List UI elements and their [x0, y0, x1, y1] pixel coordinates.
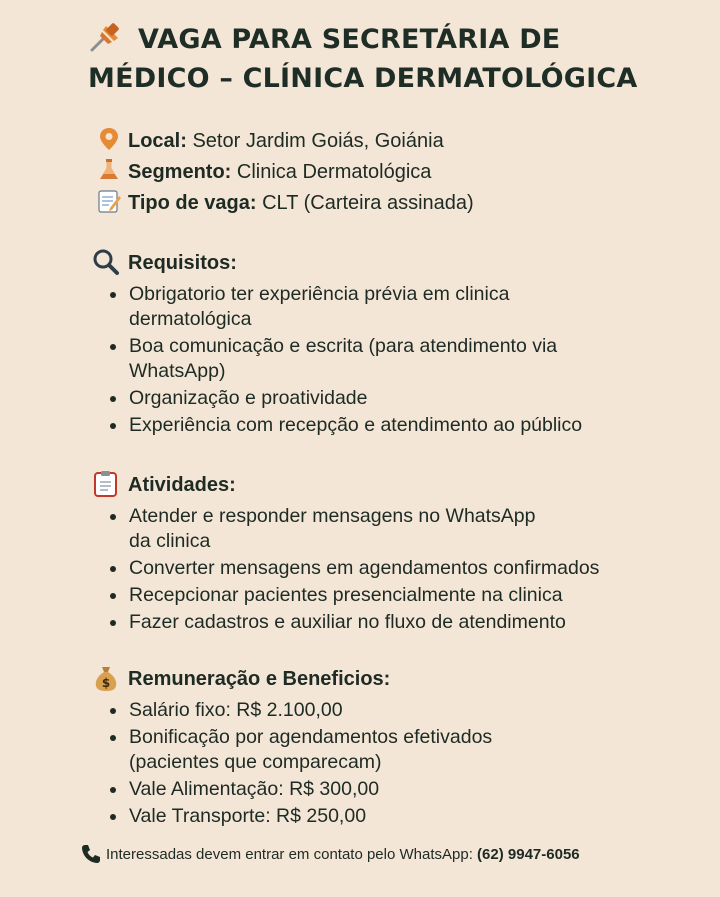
info-segmento: Segmento: Clinica Dermatológica	[96, 157, 431, 185]
pushpin-icon	[88, 22, 124, 52]
list-item: Atender e responder mensagens no WhatsApp da clinica	[108, 504, 559, 554]
list-item: Bonificação por agendamentos efetivados (pacientes que comparecam)	[108, 725, 539, 775]
info-local: Local: Setor Jardim Goiás, Goiánia	[96, 126, 444, 154]
flask-icon	[96, 157, 122, 183]
list-item: Experiência com recepção e atendimento ao público	[108, 413, 668, 438]
svg-text:$: $	[101, 676, 111, 690]
list-item: Obrigatorio ter experiência prévia em clinica dermatológica	[108, 282, 549, 332]
title-line-2: MÉDICO – CLÍNICA DERMATOLÓGICA	[88, 63, 638, 94]
requisitos-list	[108, 282, 668, 440]
list-item: Converter mensagens em agendamentos confirmados	[108, 556, 668, 581]
remuneracao-list	[108, 698, 668, 831]
list-item: Organização e proatividade	[108, 386, 668, 411]
list-item: Salário fixo: R$ 2.100,00	[108, 698, 668, 723]
magnifier-icon	[92, 248, 120, 276]
list-item: Fazer cadastros e auxiliar no fluxo de atendimento	[108, 610, 668, 635]
contact-phone[interactable]: (62) 9947-6056	[477, 846, 580, 863]
clipboard-icon	[92, 470, 120, 498]
section-remuneracao-heading: $ Remuneração e Beneficios:	[92, 664, 390, 694]
section-atividades-heading: Atividades:	[92, 470, 236, 500]
title-line-1: VAGA PARA SECRETÁRIA DE	[88, 20, 698, 59]
page-title	[88, 20, 698, 98]
memo-icon	[96, 188, 122, 214]
phone-icon	[80, 843, 102, 865]
section-requisitos-heading: Requisitos:	[92, 248, 237, 278]
list-item: Boa comunicação e escrita (para atendimento via WhatsApp)	[108, 334, 569, 384]
list-item: Vale Alimentação: R$ 300,00	[108, 777, 668, 802]
atividades-list	[108, 504, 668, 637]
location-pin-icon	[96, 126, 122, 152]
money-bag-icon	[92, 664, 120, 692]
list-item: Vale Transporte: R$ 250,00	[108, 804, 668, 829]
contact-footer: Interessadas devem entrar em contato pelo WhatsApp: (62) 9947-6056	[80, 842, 580, 868]
info-tipo: Tipo de vaga: CLT (Carteira assinada)	[96, 188, 474, 216]
list-item: Recepcionar pacientes presencialmente na clinica	[108, 583, 668, 608]
